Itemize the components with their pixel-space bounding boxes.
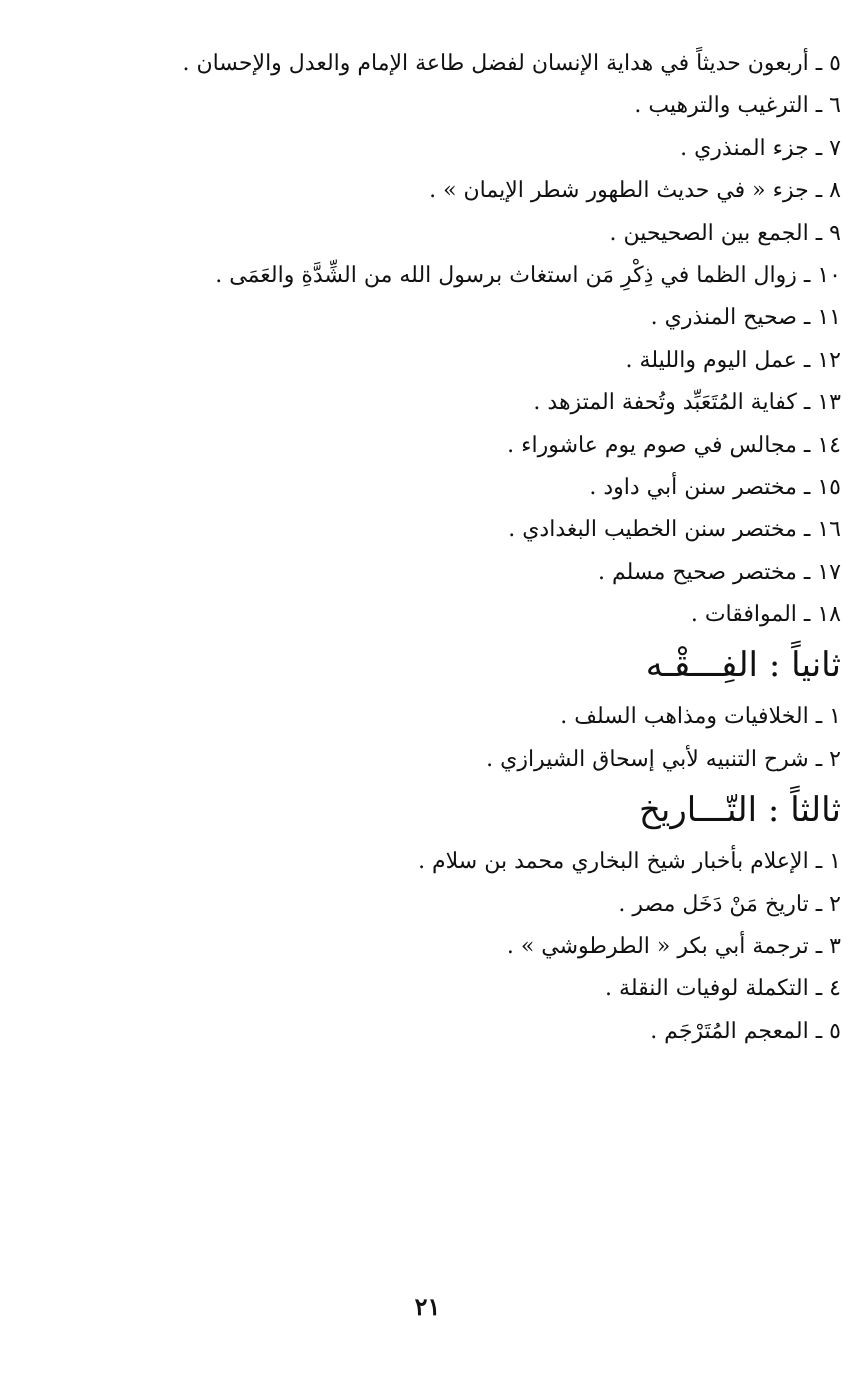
item-dash: ـ (803, 517, 811, 543)
item-text: جزء المنذري . (680, 135, 809, 161)
item-text: صحيح المنذري . (650, 305, 797, 331)
list-item (41, 848, 841, 876)
item-dash: ـ (815, 51, 823, 76)
item-dash: ـ (815, 849, 823, 875)
item-text: الترغيب والترهيب . (634, 93, 809, 119)
item-dash: ـ (815, 178, 823, 204)
item-text: كفاية المُتَعَبِّد وتُحفة المتزهد . (533, 390, 797, 416)
item-number: ١٠ (817, 262, 841, 288)
list-item (41, 1018, 841, 1046)
item-dash: ـ (815, 1018, 823, 1044)
list-item (41, 432, 841, 460)
item-text: مختصر سنن الخطيب البغدادي . (508, 517, 797, 543)
list-item (41, 891, 841, 919)
item-dash: ـ (803, 474, 811, 500)
item-number: ١٨ (817, 602, 841, 628)
item-number: ٦ (829, 93, 841, 119)
heading-ordinal: ثانياً (791, 645, 841, 686)
item-text: مجالس في صوم يوم عاشوراء . (507, 432, 797, 458)
heading-title: التّـــاريخ (638, 790, 758, 831)
item-number: ٨ (829, 178, 841, 204)
item-dash: ـ (815, 220, 823, 246)
item-dash: ـ (815, 93, 823, 119)
list-item (41, 220, 841, 248)
item-text: ترجمة أبي بكر « الطرطوشي » . (506, 934, 809, 960)
item-text: زوال الظما في ذِكْرِ مَن استغاث برسول الله من الشِّدَّةِ والعَمَى . (215, 262, 797, 288)
item-text: عمل اليوم والليلة . (625, 347, 797, 373)
list-item (41, 262, 841, 290)
list-item (41, 474, 841, 502)
item-dash: ـ (803, 602, 811, 628)
item-number: ٤ (829, 976, 841, 1002)
item-dash: ـ (815, 976, 823, 1002)
item-number: ٥ (829, 51, 841, 76)
item-number: ١٥ (817, 474, 841, 500)
item-dash: ـ (803, 305, 811, 331)
item-number: ٢ (829, 746, 841, 772)
list-item (41, 746, 841, 774)
list-item (41, 559, 841, 587)
list-item (41, 389, 841, 417)
page-content (41, 50, 841, 1060)
item-number: ٢ (829, 891, 841, 917)
item-number: ١٢ (817, 347, 841, 373)
item-dash: ـ (803, 262, 811, 288)
list-item (41, 92, 841, 120)
item-dash: ـ (803, 559, 811, 585)
heading-separator: : (768, 645, 781, 686)
list-item (41, 703, 841, 731)
item-number: ١١ (817, 305, 841, 331)
item-text: تاريخ مَنْ دَخَل مصر . (618, 891, 809, 917)
heading-title: الفِـــقْـه (645, 645, 758, 686)
item-text: الإعلام بأخبار شيخ البخاري محمد بن سلام . (418, 849, 809, 875)
item-number: ١ (829, 849, 841, 875)
item-dash: ـ (815, 891, 823, 917)
list-item (41, 975, 841, 1003)
item-dash: ـ (815, 934, 823, 960)
item-number: ١ (829, 704, 841, 730)
list-item (41, 601, 841, 629)
heading-ordinal: ثالثاً (790, 790, 841, 831)
item-text: التكملة لوفيات النقلة . (605, 976, 809, 1002)
item-text: مختصر سنن أبي داود . (589, 474, 797, 500)
item-number: ١٣ (817, 390, 841, 416)
list-item (41, 933, 841, 961)
list-item (41, 347, 841, 375)
item-text: مختصر صحيح مسلم . (598, 559, 797, 585)
section-heading-fiqh (41, 643, 841, 687)
item-text: جزء « في حديث الطهور شطر الإيمان » . (429, 178, 809, 204)
heading-separator: : (767, 790, 780, 831)
item-dash: ـ (815, 135, 823, 161)
item-dash: ـ (815, 746, 823, 772)
list-item (41, 50, 841, 78)
item-dash: ـ (815, 704, 823, 730)
item-text: المعجم المُتَرْجَم . (650, 1018, 809, 1044)
item-text: الخلافيات ومذاهب السلف . (560, 704, 809, 730)
page-number: ٢١ (414, 1292, 441, 1321)
list-item (41, 516, 841, 544)
item-number: ٩ (829, 220, 841, 246)
item-dash: ـ (803, 390, 811, 416)
item-number: ٧ (829, 135, 841, 161)
item-dash: ـ (803, 432, 811, 458)
item-number: ٣ (829, 934, 841, 960)
list-item (41, 177, 841, 205)
item-text: الموافقات . (690, 602, 797, 628)
list-item (41, 304, 841, 332)
item-number: ٥ (829, 1018, 841, 1044)
list-item (41, 135, 841, 163)
item-number: ١٦ (817, 517, 841, 543)
item-text: الجمع بين الصحيحين . (609, 220, 809, 246)
section-heading-history (41, 788, 841, 832)
item-dash: ـ (803, 347, 811, 373)
item-text: شرح التنبيه لأبي إسحاق الشيرازي . (486, 746, 809, 772)
item-text: أربعون حديثاً في هداية الإنسان لفضل طاعة الإمام والعدل والإحسان . (182, 51, 809, 76)
item-number: ١٤ (817, 432, 841, 458)
item-number: ١٧ (817, 559, 841, 585)
